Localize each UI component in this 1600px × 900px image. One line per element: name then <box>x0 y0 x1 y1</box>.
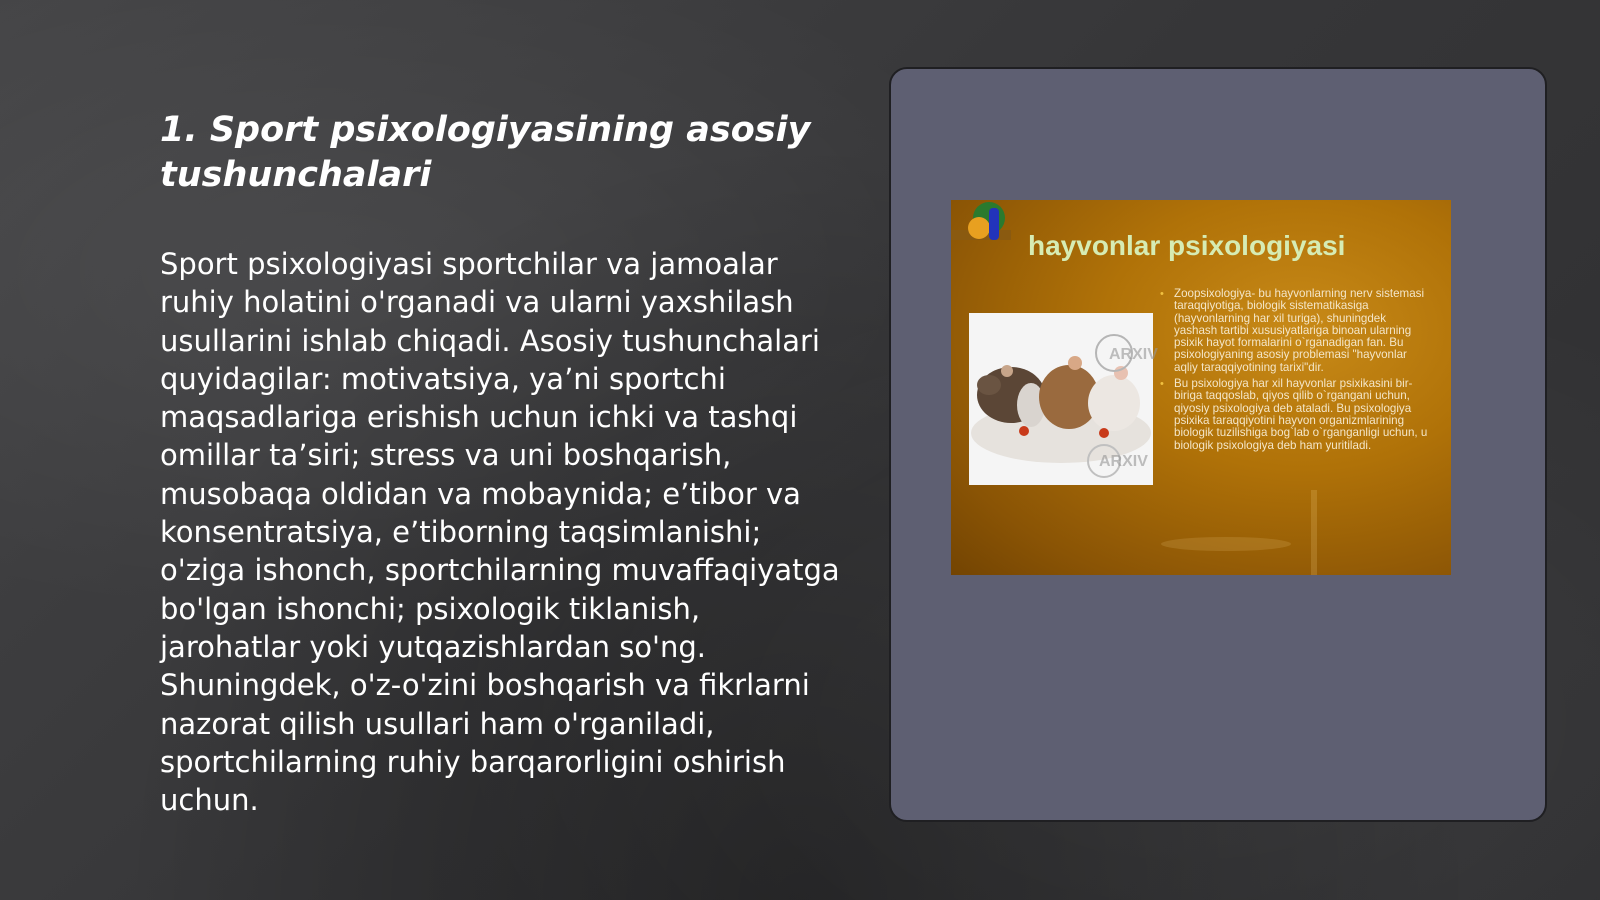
embedded-bullet-list <box>1160 288 1430 456</box>
watermark-text-2: ARXIV <box>1099 453 1148 470</box>
rats-illustration <box>969 313 1158 485</box>
bullet-item: • Bu psixologiya har xil hayvonlar psixikasini bir-biriga taqqoslab, qiyos qilib o`rgangani uchun, qiyosiy psixologiya deb ataladi. Bu psixologiya psixika taraqqiyotini hayvon organizmlarining biologik tuzilishiga bog`lab o`rganganligi uchun, u biologik psixologiya deb ham yuritiladi. <box>1160 378 1430 452</box>
slide-title: 1. Sport psixologiyasining asosiy tushunchalari <box>160 110 811 195</box>
image-frame <box>889 67 1547 822</box>
embedded-slide-title: hayvonlar psixologiyasi <box>1028 230 1346 261</box>
scales-dish-decoration <box>1161 537 1291 551</box>
scales-decoration <box>1311 490 1317 575</box>
embedded-slide-image <box>951 200 1451 575</box>
bullet-item: • Zoopsixologiya- bu hayvonlarning nerv sistemasi taraqqiyotiga, biologik sistematikasiga (hayvonlarning har xil turiga), shuningdek yashash tartibi xususiyatlariga binoan ularning psixik hayot formalarini o`rganadigan fan. Bu psixologiyaning asosiy problemasi "hayvonlar aqliy taraqqiyotining tarixi"dir. <box>1160 288 1430 374</box>
logo-icon <box>951 200 1011 255</box>
rats-photo <box>969 313 1158 485</box>
watermark-text: ARXIV <box>1109 346 1158 363</box>
slide-body-text: Sport psixologiyasi sportchilar va jamoalar ruhiy holatini o'rganadi va ularni yaxshilash usullarini ishlab chiqadi. Asosiy tushunchalari quyidagilar: motivatsiya, ya’ni sportchi maqsadlariga erishish uchun ichki va tashqi omillar ta’siri; stress va uni boshqarish, musobaqa oldidan va mobaynida; e’tibor va konsentratsiya, e’tiborning taqsimlanishi; o'ziga ishonch, sportchilarning muvaffaqiyatga bo'lgan ishonchi; psixologik tiklanish, jarohatlar yoki yutqazishlardan so'ng. Shuningdek, o'z-o'zini boshqarish va fikrlarni nazorat qilish usullari ham o'rganiladi, sportchilarning ruhiy barqarorligini oshirish uchun. <box>160 247 840 818</box>
